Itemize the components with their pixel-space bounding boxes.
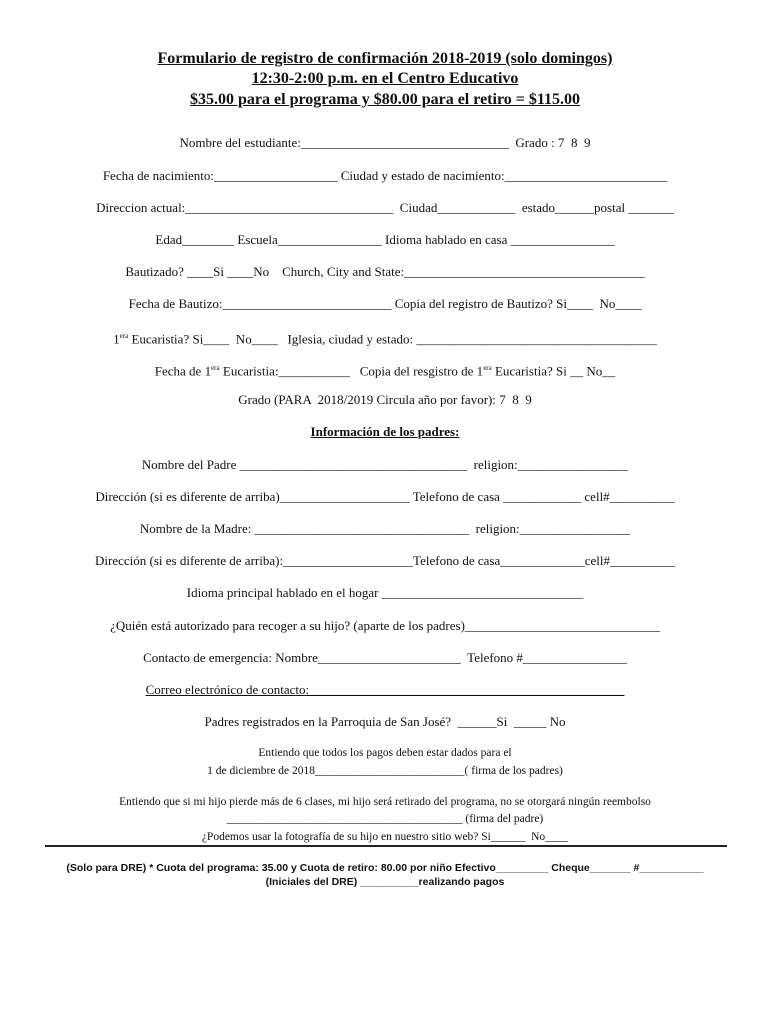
eucharist-rest: Eucaristia? Si____ No____ Iglesia, ciudad y estado: _____________________________________ [128,331,657,347]
eucharist-date-c: Eucaristia? Si __ No__ [491,363,616,379]
student-name-field[interactable]: Nombre del estudiante:________________________________ Grado : 7 8 9 [179,135,591,150]
age-school-field[interactable]: Edad________ Escuela________________ Idioma hablado en casa ________________ [155,232,615,247]
payment-terms-line1: Entiendo que todos los pagos deben estar dados para el [258,747,512,759]
home-language-field[interactable]: Idioma principal hablado en el hogar _______________________________ [186,585,584,600]
eucharist-number: 1 [113,331,120,347]
form-title-line3: $35.00 para el programa y $80.00 para el retiro = $115.00 [190,91,580,108]
photo-consent-field[interactable]: ¿Podemos usar la fotografía de su hijo en nuestro sitio web? Si______ No____ [201,831,569,843]
grade-field[interactable]: Grado (PARA 2018/2019 Circula año por favor): 7 8 9 [238,392,532,407]
contact-email-field[interactable]: Correo electrónico de contacto: ________________________________________________ [145,682,625,697]
classes-signature-field[interactable]: _________________________________________ (firma del padre) [226,813,544,825]
eucharist-date-b: Eucaristia:___________ Copia del resgistro de 1 [219,363,484,379]
eucharist-date-a: Fecha de 1 [154,363,212,379]
dre-footer-line2: (Iniciales del DRE) __________realizando pagos [265,876,505,888]
pickup-authorized-field[interactable]: ¿Quién está autorizado para recoger a su hijo? (aparte de los padres)______________________________ [110,618,660,633]
father-name-field[interactable]: Nombre del Padre ___________________________________ religion:_________________ [141,457,629,472]
payment-signature-field[interactable]: 1 de diciembre de 2018__________________________( firma de los padres) [207,765,563,777]
classes-terms-line1: Entiendo que si mi hijo pierde más de 6 clases, mi hijo será retirado del programa, no se otorgará ningún reembolso [119,796,651,808]
eucharist-date-sup1: era [211,364,220,372]
parents-heading: Información de los padres: [310,424,460,439]
current-address-field[interactable]: Direccion actual:________________________________ Ciudad____________ estado______postal _______ [96,200,674,215]
eucharist-superscript: era [119,332,129,340]
emergency-contact-field[interactable]: Contacto de emergencia: Nombre______________________ Telefono #________________ [143,650,627,665]
form-title-line2: 12:30-2:00 p.m. en el Centro Educativo [251,70,519,87]
footer-divider [45,845,727,847]
birth-date-field[interactable]: Fecha de nacimiento:___________________ Ciudad y estado de nacimiento:_________________________ [102,168,668,183]
parish-registered-field[interactable]: Padres registrados en la Parroquia de San José? ______Si _____ No [204,714,566,729]
dre-footer-line1: (Solo para DRE) * Cuota del programa: 35.00 y Cuota de retiro: 80.00 por niño Efectivo_________ Cheque_______ #___________ [66,862,704,874]
eucharist-date-field[interactable] [0,360,770,379]
baptized-field[interactable]: Bautizado? ____Si ____No Church, City and State:_____________________________________ [125,264,645,279]
mother-address-field[interactable]: Dirección (si es diferente de arriba):____________________Telefono de casa_____________cell#__________ [95,553,675,568]
first-eucharist-field[interactable] [0,328,770,347]
form-title-line1: Formulario de registro de confirmación 2018-2019 (solo domingos) [157,50,613,67]
father-address-field[interactable]: Dirección (si es diferente de arriba)____________________ Telefono de casa ____________ cell#__________ [95,489,675,504]
mother-name-field[interactable]: Nombre de la Madre: _________________________________ religion:_________________ [139,521,631,536]
eucharist-date-sup2: era [483,364,492,372]
baptism-date-field[interactable]: Fecha de Bautizo:__________________________ Copia del registro de Bautizo? Si____ No____ [128,296,642,311]
